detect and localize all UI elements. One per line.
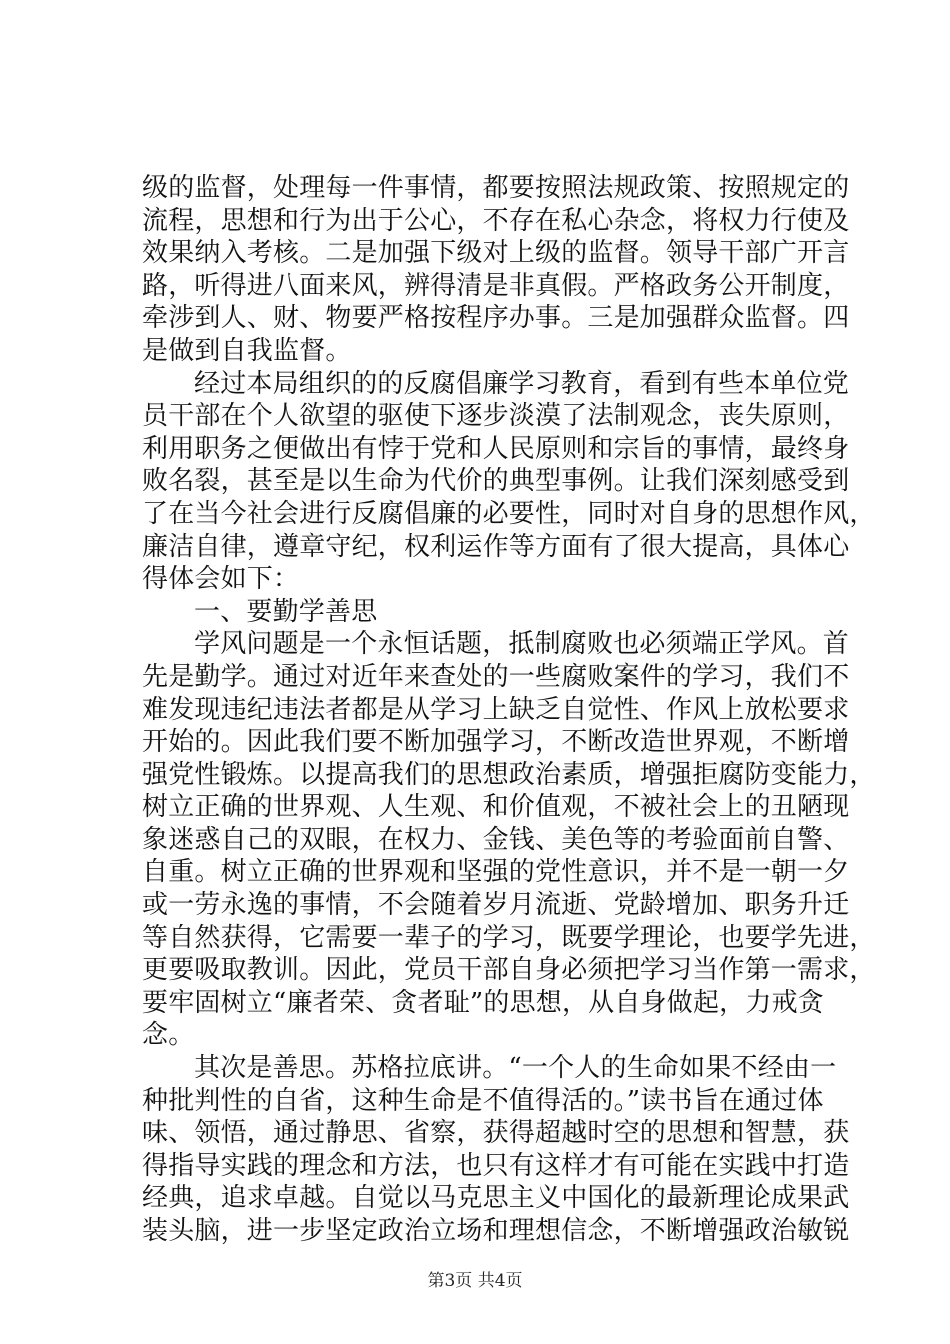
page-number-footer: 第3页 共4页 <box>427 1271 523 1291</box>
text-line: 了在当今社会进行反腐倡廉的必要性，同时对自身的思想作风， <box>142 498 876 529</box>
text-line: 流程，思想和行为出于公心，不存在私心杂念，将权力行使及 <box>142 205 850 236</box>
text-line: 廉洁自律，遵章守纪，权利运作等方面有了很大提高，具体心 <box>142 531 850 562</box>
text-line: 员干部在个人欲望的驱使下逐步淡漠了法制观念，丧失原则， <box>142 401 850 432</box>
text-line: 更要吸取教训。因此，党员干部自身必须把学习当作第一需求， <box>142 955 876 986</box>
text-line: 得体会如下： <box>142 564 300 595</box>
text-line: 路，听得进八面来风，辨得清是非真假。严格政务公开制度， <box>142 270 850 301</box>
text-line: 难发现违纪违法者都是从学习上缺乏自觉性、作风上放松要求 <box>142 694 850 725</box>
text-line: 级的监督，处理每一件事情，都要按照法规政策、按照规定的 <box>142 173 850 203</box>
document-body <box>142 172 876 1248</box>
text-line: 等自然获得，它需要一辈子的学习，既要学理论，也要学先进， <box>142 922 876 953</box>
text-line: 种批判性的自省，这种生命是不值得活的。”读书旨在通过体 <box>142 1085 824 1116</box>
text-line: 自重。树立正确的世界观和坚强的党性意识，并不是一朝一夕 <box>142 857 850 888</box>
text-line: 树立正确的世界观、人生观、和价值观，不被社会上的丑陋现 <box>142 792 850 823</box>
section-heading: 一、要勤学善思 <box>194 596 378 627</box>
paragraph-start-line: 其次是善思。苏格拉底讲。“一个人的生命如果不经由一 <box>194 1053 837 1084</box>
text-line: 或一劳永逸的事情，不会随着岁月流逝、党龄增加、职务升迁 <box>142 890 850 921</box>
text-line: 经典，追求卓越。自觉以马克思主义中国化的最新理论成果武 <box>142 1183 850 1214</box>
text-line: 象迷惑自己的双眼，在权力、金钱、美色等的考验面前自警、 <box>142 824 850 855</box>
text-line: 念。 <box>142 1020 195 1051</box>
paragraph-start-line: 经过本局组织的的反腐倡廉学习教育，看到有些本单位党 <box>194 368 850 399</box>
text-line: 要牢固树立“廉者荣、贪者耻”的思想，从自身做起，力戒贪 <box>142 987 824 1018</box>
paragraph-start-line: 学风问题是一个永恒话题，抵制腐败也必须端正学风。首 <box>194 629 850 660</box>
text-line: 败名裂，甚至是以生命为代价的典型事例。让我们深刻感受到 <box>142 466 850 497</box>
text-line: 味、领悟，通过静思、省察，获得超越时空的思想和智慧，获 <box>142 1118 850 1149</box>
text-line: 牵涉到人、财、物要严格按程序办事。三是加强群众监督。四 <box>142 303 850 334</box>
text-line: 得指导实践的理念和方法，也只有这样才有可能在实践中打造 <box>142 1150 850 1181</box>
text-line: 强党性锻炼。以提高我们的思想政治素质，增强拒腐防变能力， <box>142 759 876 790</box>
text-line: 效果纳入考核。二是加强下级对上级的监督。领导干部广开言 <box>142 238 850 269</box>
text-line: 利用职务之便做出有悖于党和人民原则和宗旨的事情，最终身 <box>142 433 850 464</box>
text-line: 装头脑，进一步坚定政治立场和理想信念，不断增强政治敏锐 <box>142 1216 850 1246</box>
text-line: 开始的。因此我们要不断加强学习，不断改造世界观，不断增 <box>142 727 850 758</box>
text-line: 是做到自我监督。 <box>142 335 352 366</box>
text-line: 先是勤学。通过对近年来查处的一些腐败案件的学习，我们不 <box>142 661 850 692</box>
